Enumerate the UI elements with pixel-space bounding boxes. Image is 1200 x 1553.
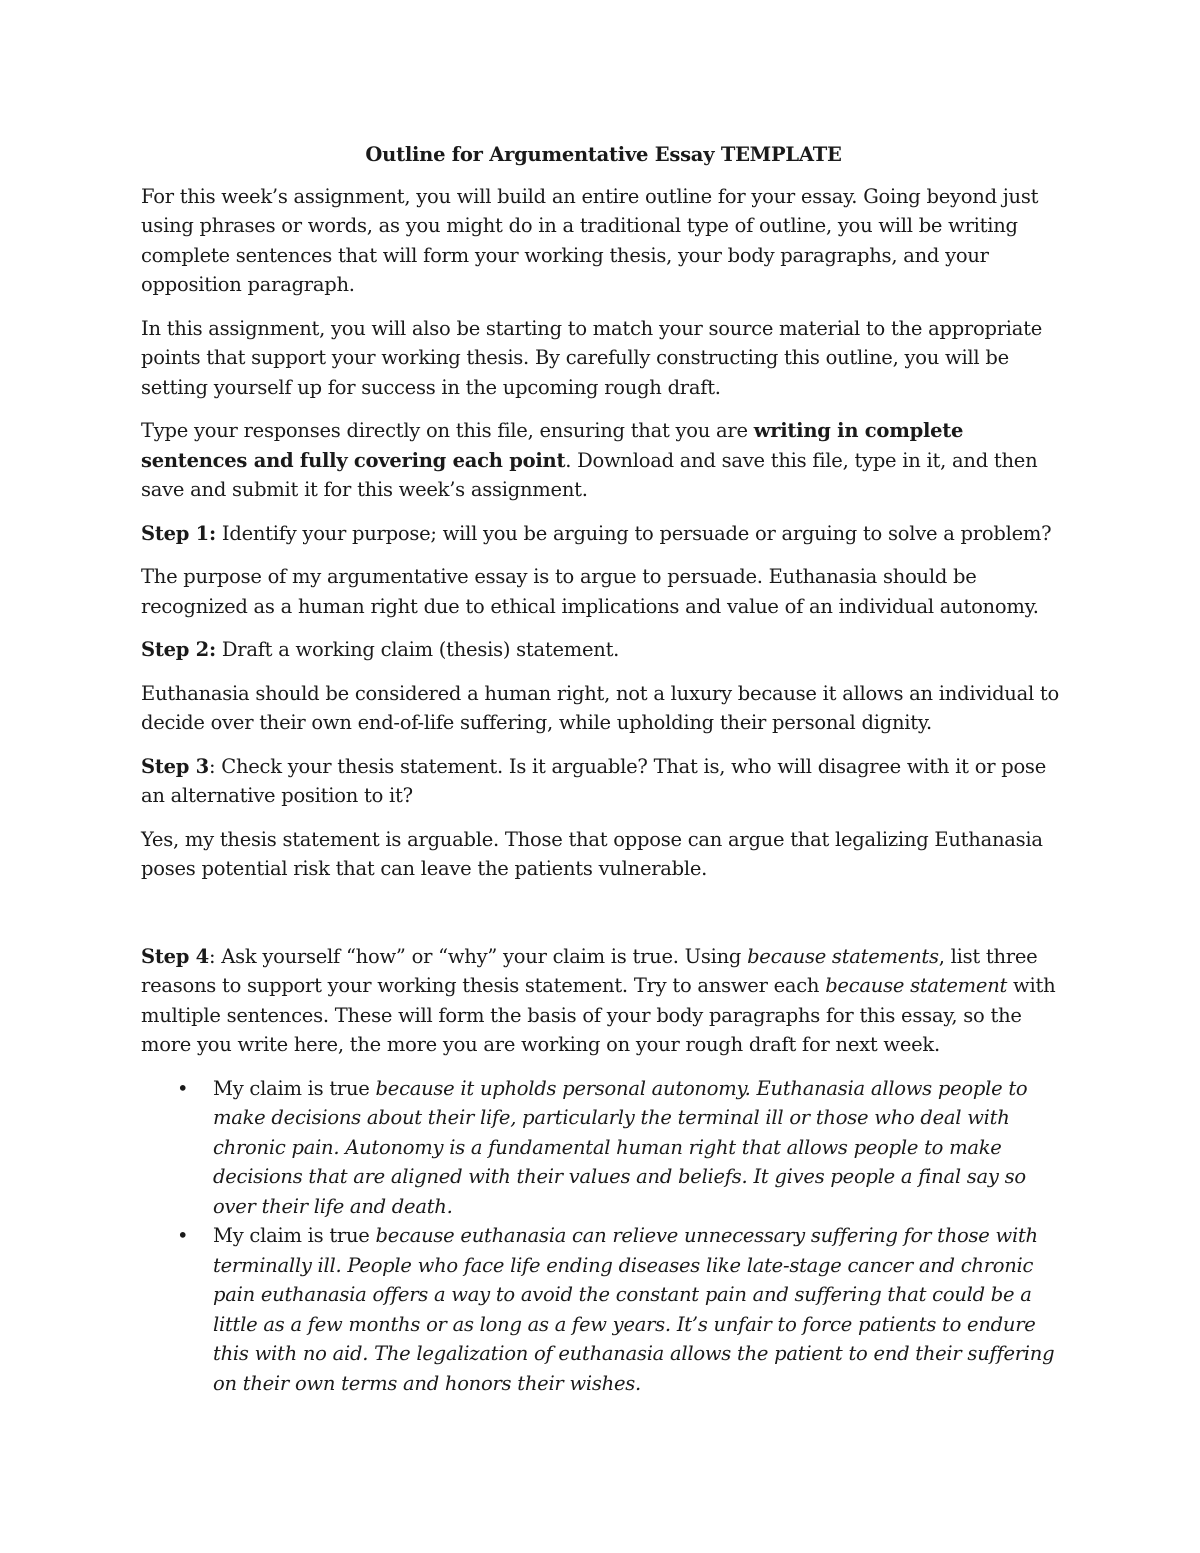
step3-prompt [141, 752, 1066, 811]
reasons-list [141, 1074, 1066, 1399]
step4-prompt-text-c: with multiple sentences. These will form the basis of your body paragraphs for this essay, so the more you write here, the more you are working on your rough draft for next week. [141, 974, 1056, 1056]
step1-prompt [141, 519, 1066, 549]
document-title: Outline for Argumentative Essay TEMPLATE [365, 143, 842, 166]
step1-prompt-text: Identify your purpose; will you be arguing to persuade or arguing to solve a problem? [215, 521, 1052, 545]
step3-prompt-text: : Check your thesis statement. Is it arguable? That is, who will disagree with it or pose an alternative position to it? [141, 754, 1046, 807]
reason-text: because it upholds personal autonomy. Euthanasia allows people to make decisions about their life, particularly the terminal ill or those who deal with chronic pain. Autonomy is a fundamental human right that allows people to make decisions that are aligned with their values and beliefs. It gives people a final say so over their life and death. [213, 1076, 1028, 1218]
step3-answer: Yes, my thesis statement is arguable. Those that oppose can argue that legalizing Euthanasia poses potential risk that can leave the patients vulnerable. [141, 827, 1043, 880]
step2-answer: Euthanasia should be considered a human right, not a luxury because it allows an individual to decide over their own end-of-life suffering, while upholding their personal dignity. [141, 681, 1060, 734]
list-item [177, 1074, 1066, 1222]
bullet-icon: • [177, 1076, 189, 1100]
step4-prompt-text-a: : Ask yourself “how” or “why” your claim is true. Using [209, 944, 748, 968]
reason-text: because euthanasia can relieve unnecessary suffering for those with terminally ill. People who face life ending diseases like late-stage cancer and chronic pain euthanasia offers a way to avoid the constant pain and suffering that could be a little as a few months or as long as a few years. It’s unfair to force patients to endure this with no aid. The legalization of euthanasia allows the patient to end their suffering on their own terms and honors their wishes. [213, 1224, 1055, 1395]
step4-label: Step 4 [141, 944, 209, 968]
step3-label: Step 3 [141, 754, 209, 778]
step1-answer: The purpose of my argumentative essay is to argue to persuade. Euthanasia should be recognized as a human right due to ethical implications and value of an individual autonomy. [141, 565, 1039, 618]
step1-label: Step 1: [141, 521, 216, 545]
bullet-icon: • [177, 1224, 189, 1247]
intro-paragraph-2: In this assignment, you will also be starting to match your source material to the appropriate points that support your working thesis. By carefully constructing this outline, you will be setting yourself up for success in the upcoming rough draft. [141, 316, 1043, 399]
step4-prompt-text-b: , list three reasons to support your working thesis statement. Try to answer each [141, 944, 1038, 997]
document-page [141, 140, 1066, 1398]
intro-text-after: . Download and save this file, type in it, and then save and submit it for this week’s assignment. [141, 448, 1038, 501]
step2-prompt-text: Draft a working claim (thesis) statement. [215, 638, 620, 661]
step4-prompt [141, 942, 1066, 1060]
intro-bold-instruction: writing in complete sentences and fully covering each point [141, 419, 964, 472]
intro-paragraph-3 [141, 416, 1066, 505]
blank-space [141, 898, 1066, 942]
intro-paragraph-1: For this week’s assignment, you will build an entire outline for your essay. Going beyond just using phrases or words, as you might do in a traditional type of outline, you will be writing complete sentences that will form your working thesis, your body paragraphs, and your opposition paragraph. [141, 184, 1039, 296]
list-item [177, 1221, 1066, 1398]
reason-lead: My claim is true [213, 1076, 376, 1100]
step2-label: Step 2: [141, 638, 216, 661]
intro-text-before: Type your responses directly on this file, ensuring that you are [141, 419, 754, 442]
step4-prompt-italic-2: because statement [825, 974, 1008, 997]
step4-prompt-italic-1: because statements [747, 944, 939, 968]
step2-prompt [141, 635, 1066, 665]
reason-lead: My claim is true [213, 1224, 376, 1247]
